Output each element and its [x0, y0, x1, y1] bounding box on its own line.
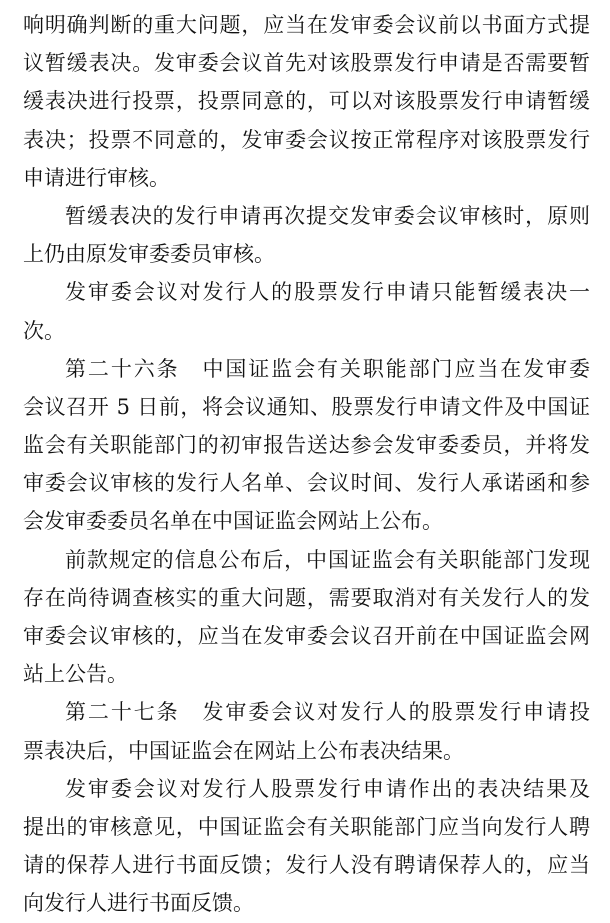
text-line: 提出的审核意见，中国证监会有关职能部门应当向发行人聘 — [23, 814, 590, 839]
article-27-heading-line: 第二十七条 发审委会议对发行人的股票发行申请投 — [65, 700, 590, 725]
text-line: 会议召开 5 日前，将会议通知、股票发行申请文件及中国证 — [23, 394, 590, 419]
text-line: 审委会议审核的，应当在发审委会议召开前在中国证监会网 — [23, 624, 590, 648]
text-line: 存在尚待调查核实的重大问题，需要取消对有关发行人的发 — [23, 585, 590, 610]
article-26-heading-line: 第二十六条 中国证监会有关职能部门应当在发审委 — [65, 356, 590, 381]
text-line: 监会有关职能部门的初审报告送达参会发审委委员，并将发 — [23, 433, 590, 458]
text-line: 票表决后，中国证监会在网站上公布表决结果。 — [23, 738, 464, 763]
text-line: 议暂缓表决。发审委会议首先对该股票发行申请是否需要暂 — [23, 51, 590, 76]
text-line: 缓表决进行投票，投票同意的，可以对该股票发行申请暂缓 — [23, 89, 590, 114]
paragraph-first-line: 前款规定的信息公布后，中国证监会有关职能部门发现 — [65, 547, 590, 572]
text-line: 站上公告。 — [23, 662, 128, 687]
text-line: 申请进行审核。 — [23, 165, 170, 190]
text-line: 会发审委委员名单在中国证监会网站上公布。 — [23, 509, 443, 534]
text-line: 审委会议审核的发行人名单、会议时间、发行人承诺函和参 — [23, 471, 590, 496]
paragraph-first-line: 发审委会议对发行人股票发行申请作出的表决结果及 — [65, 776, 590, 801]
text-line: 响明确判断的重大问题，应当在发审委会议前以书面方式提 — [23, 13, 590, 37]
document-body — [23, 6, 590, 923]
paragraph-first-line: 暂缓表决的发行申请再次提交发审委会议审核时，原则 — [65, 203, 590, 228]
text-line: 次。 — [23, 318, 65, 343]
text-line: 表决；投票不同意的，发审委会议按正常程序对该股票发行 — [23, 127, 590, 152]
text-line: 请的保荐人进行书面反馈；发行人没有聘请保荐人的，应当 — [23, 853, 590, 878]
text-line: 上仍由原发审委委员审核。 — [23, 242, 275, 267]
paragraph-first-line: 发审委会议对发行人的股票发行申请只能暂缓表决一 — [65, 280, 590, 305]
text-line: 向发行人进行书面反馈。 — [23, 891, 254, 916]
